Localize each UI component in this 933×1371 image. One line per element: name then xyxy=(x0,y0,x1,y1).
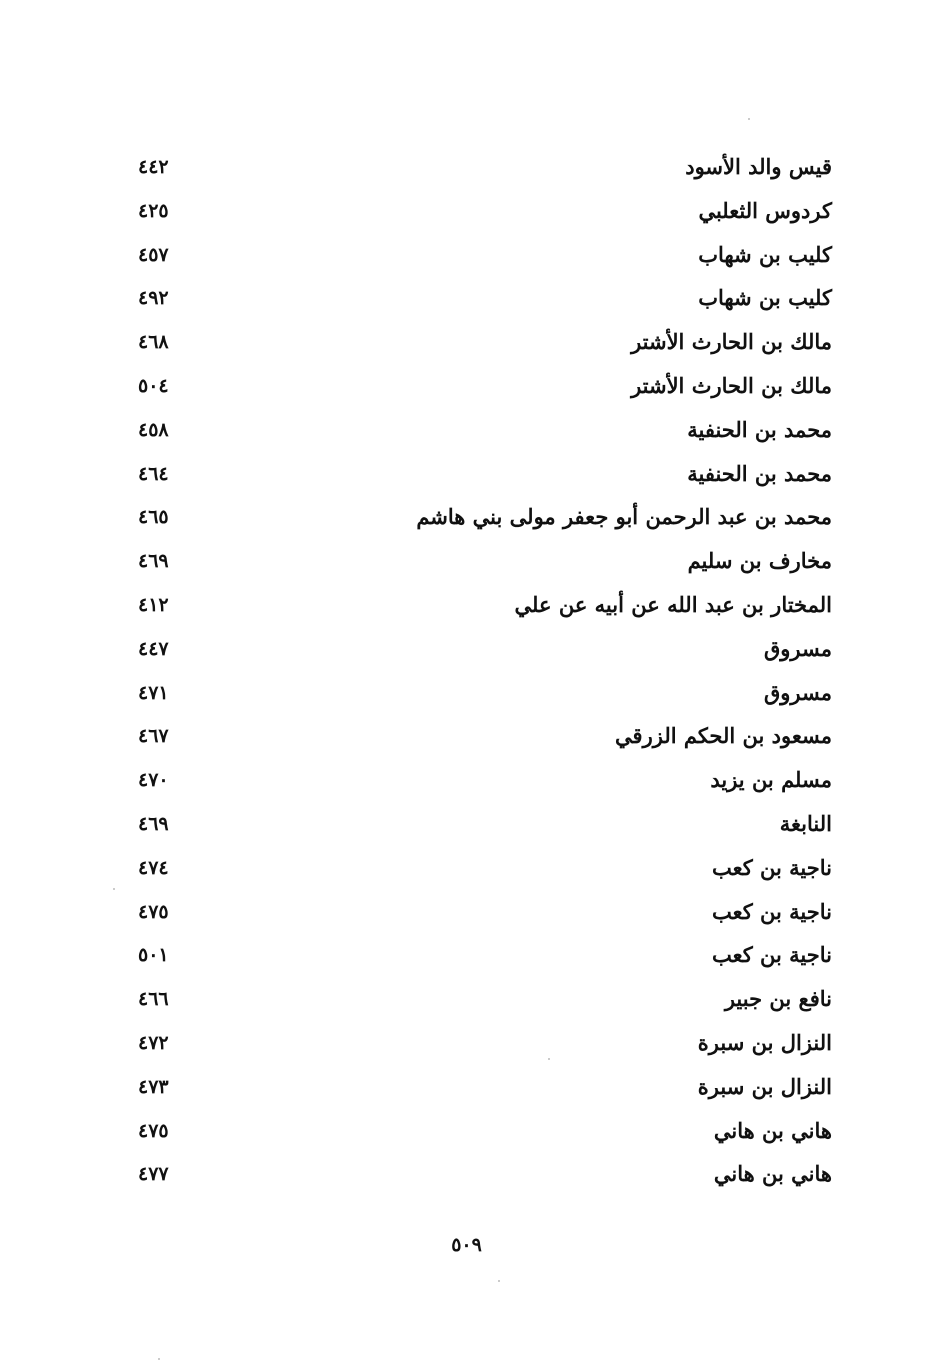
entry-name: نافع بن جبير xyxy=(724,986,832,1012)
index-entry xyxy=(138,1112,832,1156)
entry-name: مسلم بن يزيد xyxy=(710,767,832,793)
index-entry xyxy=(138,236,832,280)
index-entry xyxy=(138,717,832,761)
entry-page-number: ٤٧٥ xyxy=(138,900,169,923)
entry-page-number: ٤٩٢ xyxy=(138,287,169,310)
index-entry xyxy=(138,279,832,323)
entry-page-number: ٤١٢ xyxy=(138,593,169,616)
entry-name: مسعود بن الحكم الزرقي xyxy=(615,723,832,749)
entry-name: ناجية بن كعب xyxy=(711,942,832,968)
scan-speck xyxy=(158,1358,160,1360)
index-entry xyxy=(138,805,832,849)
entry-name: النابغة xyxy=(779,810,832,836)
index-entry xyxy=(138,542,832,586)
entry-page-number: ٤٧٣ xyxy=(138,1075,169,1098)
entry-page-number: ٤٧١ xyxy=(138,681,169,704)
entry-name: مخارف بن سليم xyxy=(687,548,832,574)
entry-name: قيس والد الأسود xyxy=(685,154,832,179)
index-entry xyxy=(138,936,832,980)
entry-page-number: ٤٥٧ xyxy=(138,243,169,266)
index-entry xyxy=(138,761,832,805)
entry-page-number: ٤٦٩ xyxy=(138,550,169,573)
scan-speck xyxy=(748,118,750,120)
entry-name: النزال بن سبرة xyxy=(697,1073,832,1099)
index-entry xyxy=(138,498,832,542)
entry-name: محمد بن الحنفية xyxy=(687,416,832,442)
entry-page-number: ٤٤٢ xyxy=(138,156,169,178)
entry-name: المختار بن عبد الله عن أبيه عن علي xyxy=(514,591,832,617)
entry-page-number: ٤٢٥ xyxy=(138,199,169,222)
entry-name: مسروق xyxy=(763,679,832,705)
entry-name: كليب بن شهاب xyxy=(698,285,832,311)
entry-page-number: ٤٧٥ xyxy=(138,1119,169,1142)
entry-page-number: ٤٦٩ xyxy=(138,812,169,835)
page-number: ٥٠٩ xyxy=(451,1234,482,1256)
scan-speck xyxy=(548,1058,550,1060)
entry-page-number: ٤٧٤ xyxy=(138,856,169,879)
index-entries-list xyxy=(138,148,832,1199)
entry-name: هاني بن هاني xyxy=(713,1117,832,1143)
entry-page-number: ٤٦٨ xyxy=(138,331,169,354)
entry-name: هاني بن هاني xyxy=(713,1161,832,1187)
index-entry xyxy=(138,893,832,937)
index-entry xyxy=(138,674,832,718)
index-entry xyxy=(138,323,832,367)
index-entry xyxy=(138,367,832,411)
entry-name: ناجية بن كعب xyxy=(711,854,832,880)
entry-page-number: ٤٤٧ xyxy=(138,637,169,660)
entry-page-number: ٤٦٧ xyxy=(138,725,169,748)
entry-name: كليب بن شهاب xyxy=(698,241,832,267)
scan-speck xyxy=(113,888,115,890)
index-entry xyxy=(138,630,832,674)
entry-page-number: ٤٧٧ xyxy=(138,1163,169,1186)
index-entry xyxy=(138,1024,832,1068)
entry-page-number: ٤٧٠ xyxy=(138,769,169,792)
index-entry xyxy=(138,192,832,236)
entry-name: كردوس الثعلبي xyxy=(698,197,832,223)
entry-name: مالك بن الحارث الأشتر xyxy=(631,329,832,355)
entry-page-number: ٤٥٨ xyxy=(138,418,169,441)
entry-page-number: ٤٦٤ xyxy=(138,462,169,485)
index-entry xyxy=(138,586,832,630)
entry-name: محمد بن الحنفية xyxy=(687,460,832,486)
index-entry xyxy=(138,849,832,893)
entry-name: النزال بن سبرة xyxy=(697,1029,832,1055)
index-entry xyxy=(138,148,832,192)
index-entry xyxy=(138,455,832,499)
entry-page-number: ٥٠٤ xyxy=(138,374,169,397)
index-entry xyxy=(138,1068,832,1112)
scan-speck xyxy=(498,1280,500,1282)
entry-name: مسروق xyxy=(763,635,832,661)
entry-page-number: ٤٦٦ xyxy=(138,988,169,1011)
index-entry xyxy=(138,411,832,455)
entry-name: مالك بن الحارث الأشتر xyxy=(631,372,832,398)
index-entry xyxy=(138,1155,832,1199)
entry-page-number: ٤٧٢ xyxy=(138,1031,169,1054)
entry-page-number: ٥٠١ xyxy=(138,944,169,967)
entry-name: ناجية بن كعب xyxy=(711,898,832,924)
entry-page-number: ٤٦٥ xyxy=(138,506,169,529)
index-entry xyxy=(138,980,832,1024)
entry-name: محمد بن عبد الرحمن أبو جعفر مولى بني هاشم xyxy=(416,504,832,530)
